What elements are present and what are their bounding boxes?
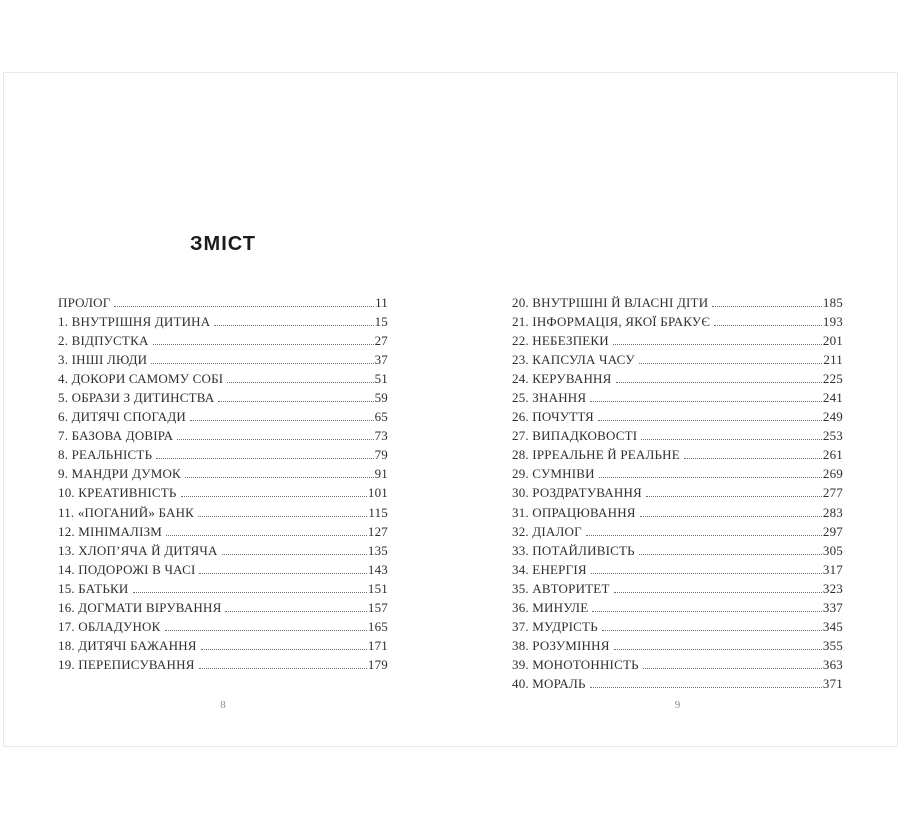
toc-entry-title: 6. ДИТЯЧІ СПОГАДИ (58, 409, 186, 425)
toc-entry-page: 337 (822, 599, 843, 615)
toc-entry (58, 407, 388, 426)
toc-entry-page: 201 (822, 333, 843, 349)
dot-leader (614, 579, 822, 593)
dot-leader (181, 483, 367, 497)
toc-entry (58, 541, 388, 560)
toc-entry-page: 269 (822, 466, 843, 482)
dot-leader (643, 655, 822, 669)
toc-entry-title: 28. ІРРЕАЛЬНЕ Й РЕАЛЬНЕ (512, 447, 680, 463)
toc-entry-title: 40. МОРАЛЬ (512, 675, 586, 691)
toc-entry-page: 37 (374, 352, 388, 368)
dot-leader (639, 541, 822, 555)
toc-entry-title: 37. МУДРІСТЬ (512, 618, 598, 634)
toc-entry (512, 445, 843, 464)
toc-entry-title: 34. ЕНЕРГІЯ (512, 561, 587, 577)
toc-entry-page: 27 (374, 333, 388, 349)
dot-leader (614, 636, 822, 650)
dot-leader (599, 464, 822, 478)
toc-entry-page: 115 (368, 504, 388, 520)
toc-entry-title: 5. ОБРАЗИ З ДИТИНСТВА (58, 390, 215, 406)
dot-leader (199, 560, 366, 574)
toc-entry-page: 51 (374, 371, 388, 387)
toc-entry (512, 331, 843, 350)
toc-entry (58, 464, 388, 483)
toc-entry-title: 24. КЕРУВАННЯ (512, 371, 612, 387)
toc-entry (58, 312, 388, 331)
dot-leader (190, 407, 374, 421)
toc-entry-page: 261 (822, 447, 843, 463)
toc-entry-title: 16. ДОГМАТИ ВІРУВАННЯ (58, 599, 222, 615)
toc-entry-title: 25. ЗНАННЯ (512, 390, 587, 406)
toc-entry (58, 426, 388, 445)
toc-entry-title: 31. ОПРАЦЮВАННЯ (512, 504, 636, 520)
toc-entry-title: 21. ІНФОРМАЦІЯ, ЯКОЇ БРАКУЄ (512, 314, 711, 330)
toc-entry-title: 11. «ПОГАНИЙ» БАНК (58, 504, 195, 520)
toc-entry (512, 541, 843, 560)
toc-entry-page: 59 (374, 390, 388, 406)
toc-entry (512, 426, 843, 445)
toc-entry (512, 407, 843, 426)
toc-entry-title: 1. ВНУТРІШНЯ ДИТИНА (58, 314, 211, 330)
toc-entry (512, 503, 843, 522)
toc-entry-page: 11 (375, 295, 388, 310)
toc-entry-title: 12. МІНІМАЛІЗМ (58, 523, 163, 539)
dot-leader (222, 541, 367, 555)
toc-entry-page: 91 (374, 466, 388, 482)
toc-entry-page: 157 (367, 599, 388, 615)
toc-entry-title: 8. РЕАЛЬНІСТЬ (58, 447, 153, 463)
toc-entry (58, 445, 388, 464)
toc-entry-page: 135 (367, 542, 388, 558)
dot-leader (177, 426, 373, 440)
dot-leader (198, 503, 367, 517)
toc-entry-page: 73 (374, 428, 388, 444)
dot-leader (639, 350, 823, 364)
toc-entry-page: 143 (367, 561, 388, 577)
toc-entry-page: 171 (367, 637, 388, 653)
toc-entry-title: 10. КРЕАТИВНІСТЬ (58, 485, 177, 501)
toc-entry-title: 23. КАПСУЛА ЧАСУ (512, 352, 635, 368)
toc-entry-page: 225 (822, 371, 843, 387)
dot-leader (598, 407, 822, 421)
toc-entry-title: 35. АВТОРИТЕТ (512, 580, 610, 596)
toc-entry-page: 15 (374, 314, 388, 330)
dot-leader (153, 331, 374, 345)
toc-entry-title: 36. МИНУЛЕ (512, 599, 589, 615)
toc-entry-page: 179 (367, 656, 388, 672)
toc-entry (512, 350, 843, 369)
dot-leader (592, 598, 822, 612)
dot-leader (586, 522, 822, 536)
dot-leader (590, 388, 822, 402)
toc-entry-title: 7. БАЗОВА ДОВІРА (58, 428, 174, 444)
toc-entry (58, 293, 388, 312)
toc-entry-title: 14. ПОДОРОЖІ В ЧАСІ (58, 561, 196, 577)
toc-entry-page: 165 (367, 618, 388, 634)
dot-leader (225, 598, 366, 612)
toc-title: ЗМІСТ (190, 233, 256, 255)
toc-entry-page: 283 (822, 504, 843, 520)
dot-leader (613, 331, 822, 345)
toc-entry-page: 65 (374, 409, 388, 425)
toc-entry (512, 522, 843, 541)
toc-entry (512, 617, 843, 636)
book-spread (3, 72, 898, 747)
toc-entry-page: 249 (822, 409, 843, 425)
toc-entry-title: 2. ВІДПУСТКА (58, 333, 149, 349)
dot-leader (640, 503, 822, 517)
toc-right-column (512, 293, 843, 693)
toc-entry-title: 30. РОЗДРАТУВАННЯ (512, 485, 642, 501)
dot-leader (156, 445, 373, 459)
toc-entry-title: 38. РОЗУМІННЯ (512, 637, 610, 653)
toc-entry (512, 483, 843, 502)
dot-leader (199, 655, 367, 669)
toc-entry (512, 464, 843, 483)
toc-entry (512, 674, 843, 693)
toc-entry (512, 636, 843, 655)
dot-leader (641, 426, 822, 440)
toc-entry (58, 560, 388, 579)
dot-leader (151, 350, 373, 364)
toc-entry (58, 369, 388, 388)
toc-entry (58, 331, 388, 350)
toc-entry-page: 193 (822, 314, 843, 330)
toc-entry (512, 312, 843, 331)
toc-entry-title: 9. МАНДРИ ДУМОК (58, 466, 181, 482)
dot-leader (218, 388, 373, 402)
toc-entry-page: 101 (367, 485, 388, 501)
dot-leader (616, 369, 822, 383)
toc-entry (58, 579, 388, 598)
toc-entry (58, 503, 388, 522)
toc-entry-title: 19. ПЕРЕПИСУВАННЯ (58, 656, 195, 672)
toc-entry-page: 371 (822, 675, 843, 691)
toc-entry-title: 32. ДІАЛОГ (512, 523, 582, 539)
toc-entry (512, 598, 843, 617)
toc-entry-page: 323 (822, 580, 843, 596)
toc-entry-page: 317 (822, 561, 843, 577)
toc-entry-page: 277 (822, 485, 843, 501)
dot-leader (227, 369, 373, 383)
toc-entry-title: 39. МОНОТОННІСТЬ (512, 656, 639, 672)
toc-entry-title: 15. БАТЬКИ (58, 580, 129, 596)
dot-leader (602, 617, 822, 631)
toc-entry-page: 241 (822, 390, 843, 406)
dot-leader (165, 617, 367, 631)
toc-entry (58, 483, 388, 502)
toc-entry (512, 388, 843, 407)
dot-leader (201, 636, 367, 650)
toc-entry (58, 598, 388, 617)
toc-entry (512, 655, 843, 674)
dot-leader (591, 560, 822, 574)
toc-entry-page: 355 (822, 637, 843, 653)
toc-entry (58, 636, 388, 655)
toc-left-column (58, 293, 388, 674)
toc-entry-page: 185 (822, 295, 843, 310)
dot-leader (185, 464, 374, 478)
page-number-right: 9 (674, 699, 681, 711)
toc-entry (58, 350, 388, 369)
dot-leader (590, 674, 822, 688)
toc-entry-page: 211 (823, 352, 843, 368)
dot-leader (166, 522, 367, 536)
toc-entry-page: 79 (374, 447, 388, 463)
toc-entry (512, 579, 843, 598)
toc-entry-title: 4. ДОКОРИ САМОМУ СОБІ (58, 371, 224, 387)
toc-entry-page: 127 (367, 523, 388, 539)
toc-entry-page: 151 (367, 580, 388, 596)
toc-entry-page: 363 (822, 656, 843, 672)
toc-entry-title: 33. ПОТАЙЛИВІСТЬ (512, 542, 635, 558)
toc-entry (512, 369, 843, 388)
toc-entry (58, 388, 388, 407)
toc-entry-title: 18. ДИТЯЧІ БАЖАННЯ (58, 637, 197, 653)
dot-leader (646, 483, 822, 497)
toc-entry (512, 560, 843, 579)
dot-leader (214, 312, 373, 326)
toc-entry (58, 522, 388, 541)
toc-entry-title: 22. НЕБЕЗПЕКИ (512, 333, 609, 349)
toc-entry-page: 297 (822, 523, 843, 539)
toc-entry (58, 655, 388, 674)
toc-entry-page: 305 (822, 542, 843, 558)
page-number-left: 8 (220, 699, 226, 711)
dot-leader (712, 293, 822, 307)
toc-entry-page: 253 (822, 428, 843, 444)
toc-entry (512, 293, 843, 312)
toc-entry-title: ПРОЛОГ (58, 295, 111, 310)
dot-leader (714, 312, 822, 326)
toc-entry-title: 3. ІНШІ ЛЮДИ (58, 352, 148, 368)
toc-entry-page: 345 (822, 618, 843, 634)
dot-leader (684, 445, 822, 459)
toc-entry-title: 17. ОБЛАДУНОК (58, 618, 161, 634)
toc-entry-title: 20. ВНУТРІШНІ Й ВЛАСНІ ДІТИ (512, 295, 709, 310)
dot-leader (114, 293, 374, 307)
toc-entry-title: 13. ХЛОП’ЯЧА Й ДИТЯЧА (58, 542, 218, 558)
toc-entry (58, 617, 388, 636)
dot-leader (133, 579, 367, 593)
toc-entry-title: 26. ПОЧУТТЯ (512, 409, 594, 425)
toc-entry-title: 27. ВИПАДКОВОСТІ (512, 428, 638, 444)
toc-entry-title: 29. СУМНІВИ (512, 466, 595, 482)
